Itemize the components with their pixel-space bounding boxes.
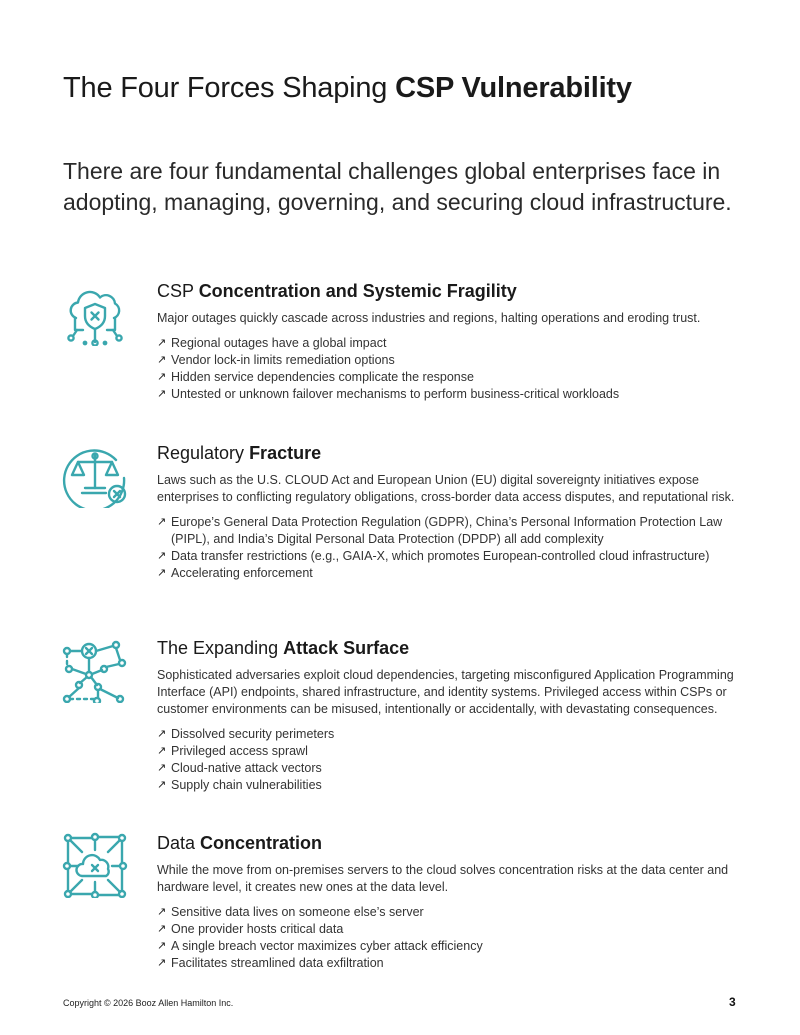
- bullet-list: [157, 335, 747, 403]
- heading-bold: Concentration and Systemic Fragility: [198, 281, 517, 301]
- arrow-up-right-icon: ↗: [157, 516, 167, 528]
- arrow-up-right-icon: ↗: [157, 337, 167, 349]
- arrow-up-right-icon: ↗: [157, 388, 167, 400]
- section-heading: [157, 280, 747, 302]
- arrow-up-right-icon: ↗: [157, 567, 167, 579]
- section-description: Major outages quickly cascade across industries and regions, halting operations and eroding trust.: [157, 311, 701, 325]
- arrow-up-right-icon: ↗: [157, 728, 167, 740]
- heading-bold: Attack Surface: [283, 638, 410, 658]
- arrow-up-right-icon: ↗: [157, 354, 167, 366]
- heading-bold: Concentration: [200, 833, 323, 853]
- intro-paragraph: There are four fundamental challenges global enterprises face in adopting, managing, governing, and securing cloud infrastructure.: [63, 158, 732, 215]
- section-description: Sophisticated adversaries exploit cloud dependencies, targeting misconfigured Application Programming Interface (API) endpoints, shared infrastructure, and identity systems. Privileged access within CSPs or customer environments can be misused, intentionally or accidentally, with devastating consequences.: [157, 668, 734, 716]
- bullet-item: ↗ Vendor lock-in limits remediation options: [157, 353, 395, 367]
- arrow-up-right-icon: ↗: [157, 923, 167, 935]
- bullet-item: ↗ Privileged access sprawl: [157, 744, 308, 758]
- bullet-item: ↗ Sensitive data lives on someone else’s server: [157, 905, 424, 919]
- bullet-item: ↗ Cloud-native attack vectors: [157, 761, 322, 775]
- heading-regular: Regulatory: [157, 443, 250, 463]
- section-heading: [157, 442, 747, 464]
- bullet-item: ↗ Accelerating enforcement: [157, 566, 313, 580]
- bullet-list: [157, 726, 747, 794]
- arrow-up-right-icon: ↗: [157, 762, 167, 774]
- scales-of-justice-icon: [62, 442, 128, 508]
- section-description: While the move from on-premises servers to the cloud solves concentration risks at the data center and hardware level, it creates new ones at the data level.: [157, 863, 729, 894]
- page-title-regular: The Four Forces Shaping: [63, 72, 396, 104]
- bullet-item: ↗ Untested or unknown failover mechanisms to perform business-critical workloads: [157, 387, 620, 401]
- footer-copyright: Copyright © 2026 Booz Allen Hamilton Inc.: [63, 998, 234, 1008]
- bullet-item: ↗ Regional outages have a global impact: [157, 336, 387, 350]
- bullet-item: ↗ Dissolved security perimeters: [157, 727, 335, 741]
- section-heading: [157, 637, 747, 659]
- section-description: Laws such as the U.S. CLOUD Act and European Union (EU) digital sovereignty initiatives expose enterprises to conflicting regulatory obligations, cross-border data access disputes, and reputational risk.: [157, 473, 735, 504]
- bullet-list: [157, 514, 747, 582]
- bullet-item: ↗ One provider hosts critical data: [157, 922, 344, 936]
- network-nodes-icon: [62, 637, 128, 703]
- heading-regular: The Expanding: [157, 638, 284, 658]
- arrow-up-right-icon: ↗: [157, 957, 167, 969]
- heading-regular: CSP: [157, 281, 199, 301]
- page-number: 3: [729, 995, 736, 1009]
- heading-regular: Data: [157, 833, 201, 853]
- section-heading: [157, 832, 747, 854]
- arrow-up-right-icon: ↗: [157, 940, 167, 952]
- heading-bold: Fracture: [249, 443, 322, 463]
- page-title-bold: CSP Vulnerability: [395, 72, 632, 104]
- cloud-shield-network-icon: [62, 280, 128, 346]
- bullet-item: ↗ Hidden service dependencies complicate the response: [157, 370, 474, 384]
- bullet-list: [157, 904, 747, 972]
- bullet-item: ↗ Europe’s General Data Protection Regulation (GDPR), China’s Personal Information Protection Law (PIPL), and India’s Digital Personal Data Protection (DPDP) all add complexity: [157, 515, 723, 546]
- arrow-up-right-icon: ↗: [157, 550, 167, 562]
- bullet-item: ↗ Facilitates streamlined data exfiltration: [157, 956, 384, 970]
- cloud-grid-network-icon: [62, 832, 128, 898]
- arrow-up-right-icon: ↗: [157, 371, 167, 383]
- arrow-up-right-icon: ↗: [157, 745, 167, 757]
- arrow-up-right-icon: ↗: [157, 779, 167, 791]
- bullet-item: ↗ Data transfer restrictions (e.g., GAIA-X, which promotes European-controlled cloud infrastructure): [157, 549, 710, 563]
- bullet-item: ↗ A single breach vector maximizes cyber attack efficiency: [157, 939, 483, 953]
- page-title: [63, 72, 632, 105]
- arrow-up-right-icon: ↗: [157, 906, 167, 918]
- bullet-item: ↗ Supply chain vulnerabilities: [157, 778, 322, 792]
